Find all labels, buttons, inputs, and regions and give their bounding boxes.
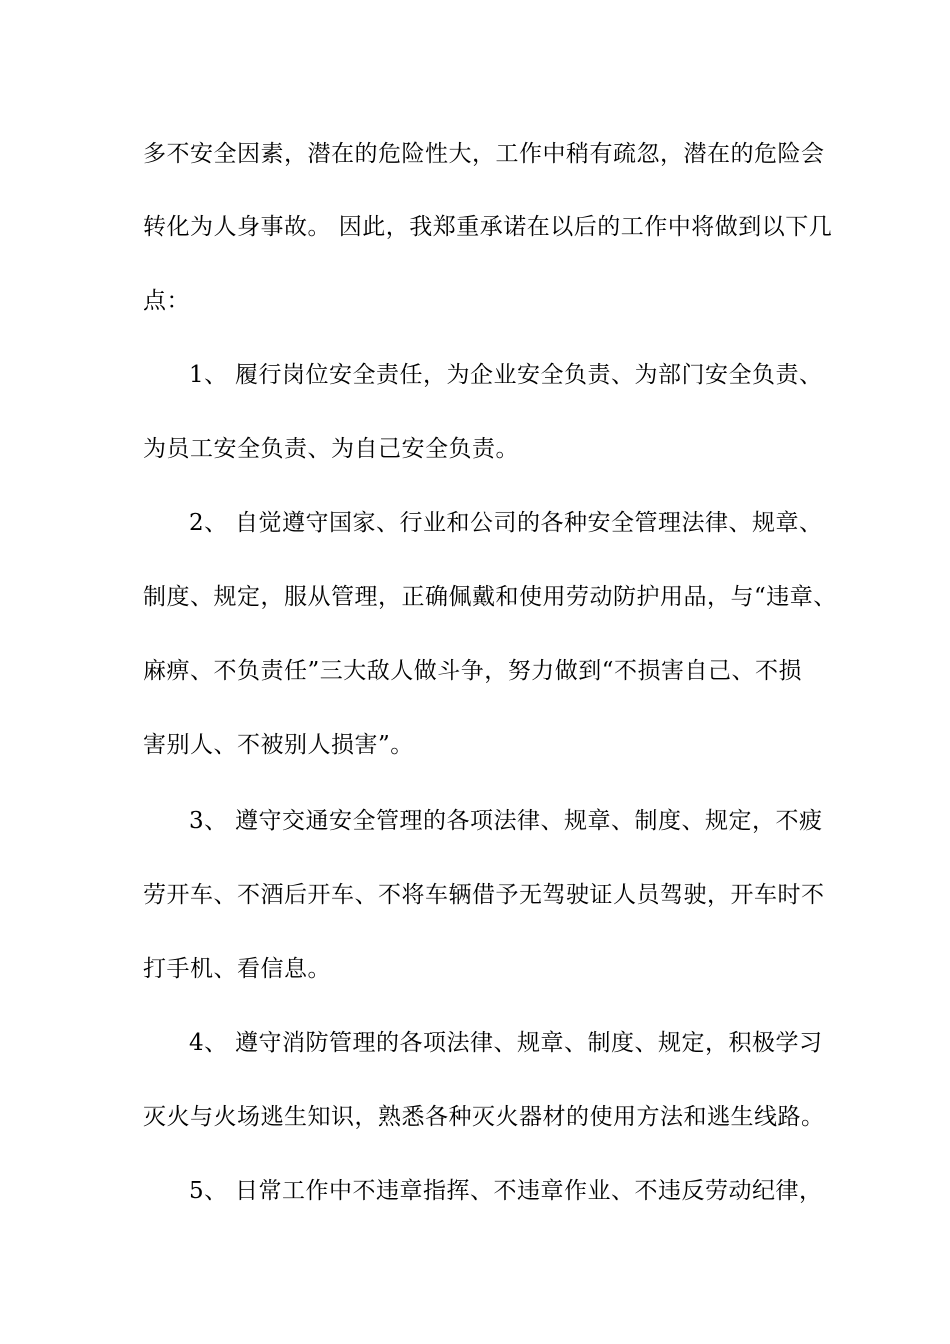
list-item-number: 5、 [189,1178,228,1204]
list-item-1 [189,360,823,390]
list-item-text: 日常工作中不违章指挥、不违章作业、不违反劳动纪律， [235,1178,823,1204]
text-line: 打手机、看信息。 [143,956,331,982]
text-line: 点： [143,288,190,314]
list-item-3 [189,806,823,836]
text-line: 麻痹、不负责任”三大敌人做斗争，努力做到“不损害自己、不损 [143,658,803,684]
text-line: 灭火与火场逃生知识，熟悉各种灭火器材的使用方法和逃生线路。 [143,1104,825,1130]
list-item-2 [189,508,823,538]
list-item-number: 1、 [189,362,228,388]
list-item-text: 履行岗位安全责任，为企业安全负责、为部门安全负责、 [235,362,823,388]
list-item-4 [189,1028,823,1058]
text-line: 多不安全因素，潜在的危险性大，工作中稍有疏忽，潜在的危险会 [143,141,825,167]
list-item-number: 4、 [189,1030,228,1056]
list-item-text: 自觉遵守国家、行业和公司的各种安全管理法律、规章、 [235,510,823,536]
list-item-number: 2、 [189,510,228,536]
list-item-number: 3、 [189,808,228,834]
text-line: 为员工安全负责、为自己安全负责。 [143,436,519,462]
text-line: 制度、规定，服从管理，正确佩戴和使用劳动防护用品，与“违章、 [143,584,837,610]
text-line: 转化为人身事故。 因此，我郑重承诺在以后的工作中将做到以下几 [143,214,833,240]
list-item-text: 遵守消防管理的各项法律、规章、制度、规定，积极学习 [235,1030,823,1056]
text-line: 害别人、不被别人损害”。 [143,732,414,758]
text-line: 劳开车、不酒后开车、不将车辆借予无驾驶证人员驾驶，开车时不 [143,882,825,908]
list-item-5 [189,1176,823,1206]
list-item-text: 遵守交通安全管理的各项法律、规章、制度、规定，不疲 [235,808,823,834]
